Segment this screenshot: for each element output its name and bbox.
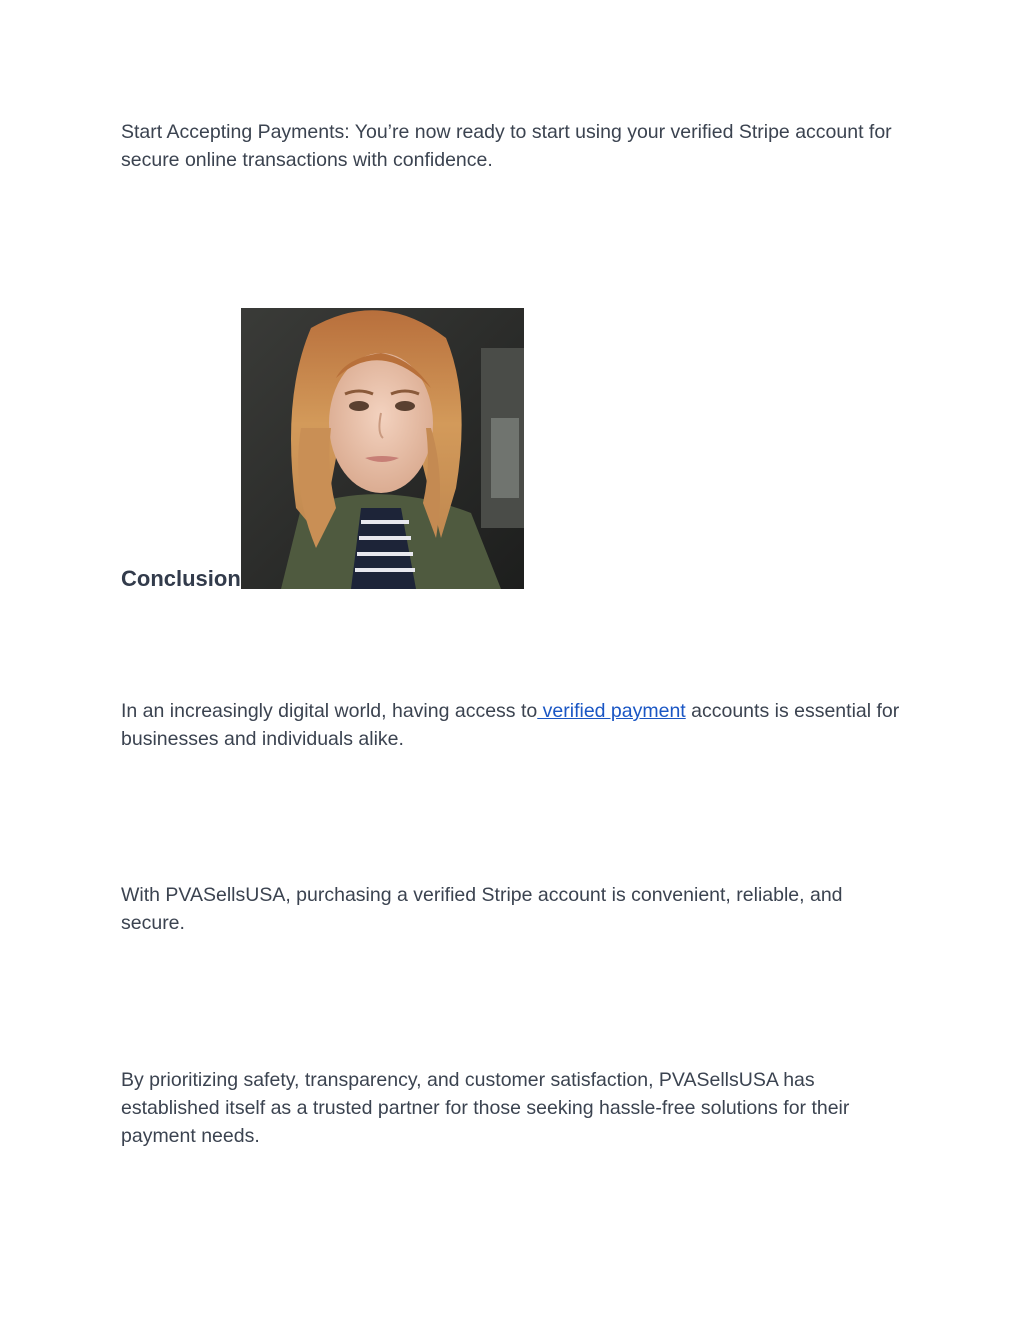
paragraph-digital-world bbox=[121, 697, 911, 753]
paragraph-prioritizing-safety: By prioritizing safety, transparency, and customer satisfaction, PVASellsUSA has established itself as a trusted partner for those seeking hassle-free solutions for their payment needs. bbox=[121, 1069, 850, 1147]
verified-payment-link[interactable]: verified payment bbox=[537, 700, 686, 722]
conclusion-heading: Conclusion bbox=[121, 566, 241, 591]
paragraph-text-after-link: accounts is essential for businesses and individuals alike. bbox=[121, 700, 900, 750]
paragraph-pvasellsusa: With PVASellsUSA, purchasing a verified Stripe account is convenient, reliable, and secure. bbox=[121, 884, 843, 934]
paragraph-start-accepting: Start Accepting Payments: You’re now ready to start using your verified Stripe account for secure online transactions with confidence. bbox=[121, 121, 892, 171]
paragraph-text-before-link: In an increasingly digital world, having access to bbox=[121, 700, 538, 722]
portrait-photo bbox=[241, 308, 524, 589]
